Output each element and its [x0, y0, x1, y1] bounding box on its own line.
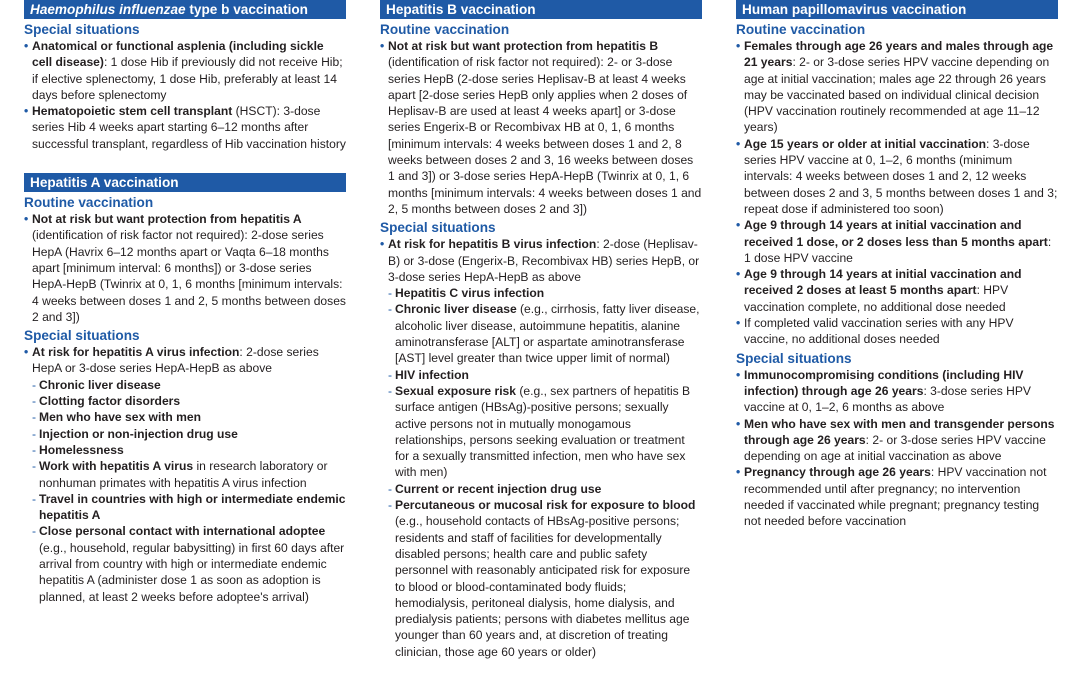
hepa-risk-sublist — [24, 377, 346, 605]
dash-icon: - — [32, 426, 37, 441]
list-item: • If completed valid vaccination series with any HPV vaccine, no additional doses needed — [736, 316, 1014, 347]
dash-icon: - — [32, 377, 37, 392]
list-item: - Sexual exposure risk (e.g., sex partners of hepatitis B surface antigen (HBsAg)-positive persons; sexually active persons not in mutually monogamous relationships, persons seeking evaluation or treatment for a sexually transmitted infection, men who have sex with men) — [388, 383, 691, 480]
bullet-icon: • — [736, 39, 741, 53]
list-item: - Percutaneous or mucosal risk for exposure to blood (e.g., household contacts of HBsAg-positive persons; residents and staff of facilities for developmentally disabled persons; health care and public safety personnel with reasonably anticipated risk for exposure to blood or blood-contaminated body fluids; hemodialysis, peritoneal dialysis, home dialysis, and predialysis patients; persons with diabetes mellitus age younger than 60 years and, at discretion of treating clinician, those age 60 years or older) — [388, 498, 696, 659]
list-item: • Age 15 years or older at initial vaccination: 3-dose series HPV vaccine at 0, 1–2, 6 months (minimum intervals: 4 weeks between doses 1 and 2, 12 weeks between doses 2 and 3, 5 months between doses 1 and 3; repeat dose if administered too soon) — [736, 136, 1058, 216]
bullet-icon: • — [736, 416, 741, 431]
bullet-icon: • — [380, 237, 385, 252]
bullet-icon: • — [736, 218, 741, 233]
list-item: • Age 9 through 14 years at initial vaccination and received 1 dose, or 2 doses less than 5 months apart: 1 dose HPV vaccine — [736, 218, 1052, 265]
column-left — [24, 0, 346, 605]
dash-icon: - — [32, 410, 37, 425]
hib-section-header — [24, 0, 346, 19]
dash-icon: - — [388, 286, 393, 301]
hpv-special-heading: Special situations — [736, 350, 852, 366]
list-item: - Travel in countries with high or intermediate endemic hepatitis A — [32, 491, 346, 523]
bullet-icon: • — [736, 136, 741, 151]
hepa-special-heading: Special situations — [24, 328, 140, 344]
list-item: - Injection or non-injection drug use — [32, 426, 238, 441]
list-item: - Chronic liver disease — [32, 377, 161, 392]
hpv-title: Human papillomavirus vaccination — [742, 2, 967, 17]
dash-icon: - — [388, 367, 393, 382]
list-item: - Men who have sex with men — [32, 410, 201, 425]
list-item: • At risk for hepatitis A virus infection: 2-dose series HepA or 3-dose series HepA-HepB as above — [24, 345, 319, 376]
list-item: • At risk for hepatitis B virus infection: 2-dose (Heplisav-B) or 3-dose (Engerix-B, Recombivax HB) series HepB, or 3-dose series HepA-HepB as above — [380, 237, 700, 284]
hib-title-rest: type b vaccination — [185, 2, 308, 17]
dash-icon: - — [32, 394, 37, 409]
bullet-icon: • — [736, 267, 741, 282]
list-item: - Work with hepatitis A virus in research laboratory or nonhuman primates with hepatitis A virus infection — [32, 459, 328, 490]
dash-icon: - — [388, 383, 393, 398]
dash-icon: - — [32, 524, 37, 539]
list-item: • Men who have sex with men and transgender persons through age 26 years: 2- or 3-dose series HPV vaccine depending on age at initial vaccination as above — [736, 416, 1055, 464]
list-item: - HIV infection — [388, 367, 469, 382]
bullet-icon: • — [736, 316, 741, 331]
hib-special-heading: Special situations — [24, 22, 140, 37]
hepa-section-header — [24, 173, 346, 192]
list-item: • Females through age 26 years and males through age 21 years: 2- or 3-dose series HPV vaccine depending on age at initial vaccination; males age 22 through 26 years may be vaccinated based on individual clinical decision (HPV vaccination routinely recommended at age 11–12 years) — [736, 39, 1054, 135]
list-item: • Immunocompromising conditions (including HIV infection) through age 26 years: 3-dose series HPV vaccine at 0, 1–2, 6 months as above — [736, 367, 1031, 415]
list-item: • Pregnancy through age 26 years: HPV vaccination not recommended until after pregnancy; no intervention needed if vaccinated while pregnant; pregnancy testing not needed before vaccination — [736, 465, 1047, 529]
dash-icon: - — [388, 302, 393, 317]
dash-icon: - — [32, 491, 37, 506]
bullet-icon: • — [24, 212, 29, 227]
list-item: - Clotting factor disorders — [32, 394, 181, 409]
hepb-risk-sublist — [380, 285, 702, 660]
hepa-routine-heading: Routine vaccination — [24, 195, 154, 211]
hepb-special-heading: Special situations — [380, 220, 496, 236]
hpv-section-header — [736, 0, 1058, 19]
hepa-title: Hepatitis A vaccination — [30, 175, 179, 191]
list-item: - Chronic liver disease (e.g., cirrhosis, fatty liver disease, alcoholic liver disease, autoimmune hepatitis, alanine aminotransferase [ALT] or aspartate aminotransferase [AST] level greater than twice upper limit of normal) — [388, 302, 700, 366]
bullet-icon: • — [380, 39, 385, 53]
list-item: • Age 9 through 14 years at initial vaccination and received 2 doses at least 5 months apart: HPV vaccination complete, no additional dose needed — [736, 267, 1022, 314]
list-item: • Hematopoietic stem cell transplant (HSCT): 3-dose series Hib 4 weeks apart starting 6–12 months after successful transplant, regardless of Hib vaccination history — [24, 104, 346, 151]
hib-special-list — [24, 38, 346, 152]
bullet-icon: • — [24, 39, 29, 53]
list-item: • Not at risk but want protection from hepatitis B (identification of risk factor not required): 2- or 3-dose series HepB (2-dose series Heplisav-B at least 4 weeks apart [2-dose series HepB only applies when 2 doses of Heplisav-B are used at least 4 weeks apart] or 3-dose series Engerix-B or Recombivax HB at 0, 1, 6 months [minimum intervals: 4 weeks between doses 1 and 2, 8 weeks between doses 2 and 3, 16 weeks between doses 1 and 3]) or 3-dose series HepA-HepB (Twinrix at 0, 1, 6 months [minimum intervals: 4 weeks between doses 1 and 2, 5 months between doses 2 and 3]) — [380, 39, 702, 216]
list-item: - Homelessness — [32, 442, 124, 457]
hepb-section-header — [380, 0, 702, 19]
column-right — [736, 0, 1058, 530]
list-item: • Not at risk but want protection from hepatitis A (identification of risk factor not required): 2-dose series HepA (Havrix 6–12 months apart or Vaqta 6–18 months apart [minimum interval: 6 months]) or 3-dose series HepA-HepB (Twinrix at 0, 1, 6 months [minimum intervals: 4 weeks between doses 1 and 2, 5 months between doses 2 and 3]) — [24, 212, 346, 324]
dash-icon: - — [32, 459, 37, 474]
bullet-icon: • — [24, 345, 29, 360]
bullet-icon: • — [736, 465, 741, 480]
hib-title-italic: Haemophilus influenzae — [30, 2, 186, 17]
column-middle — [380, 0, 702, 660]
dash-icon: - — [32, 442, 37, 457]
hepb-title: Hepatitis B vaccination — [386, 2, 536, 17]
hepb-routine-heading: Routine vaccination — [380, 22, 510, 37]
hpv-routine-heading: Routine vaccination — [736, 22, 866, 37]
list-item: • Anatomical or functional asplenia (including sickle cell disease): 1 dose Hib if previously did not receive Hib; if elective splenectomy, 1 dose Hib, preferably at least 14 days before splenectomy — [24, 39, 343, 102]
list-item: - Current or recent injection drug use — [388, 481, 602, 496]
bullet-icon: • — [736, 367, 741, 382]
bullet-icon: • — [24, 104, 29, 119]
dash-icon: - — [388, 498, 393, 513]
dash-icon: - — [388, 481, 393, 496]
list-item: - Hepatitis C virus infection — [388, 286, 545, 301]
list-item: - Close personal contact with international adoptee (e.g., household, regular babysitting) in first 60 days after arrival from country with high or intermediate endemic hepatitis A (administer dose 1 as soon as adoption is planned, at least 2 weeks before adoptee's arrival) — [32, 524, 345, 604]
